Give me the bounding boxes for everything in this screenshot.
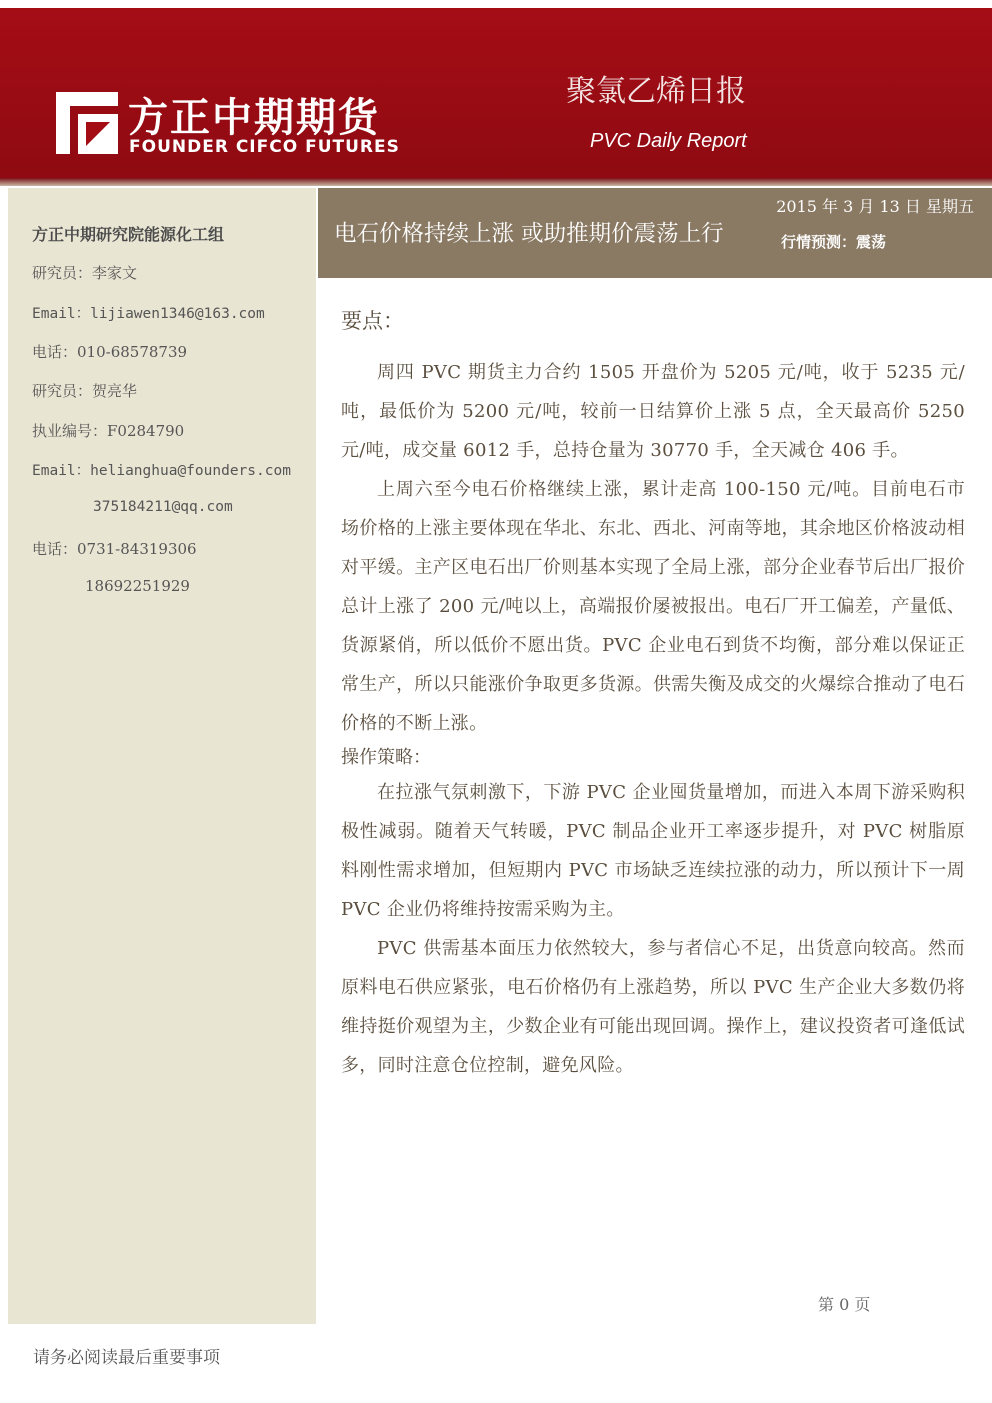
paragraph-market-summary: 周四 PVC 期货主力合约 1505 开盘价为 5205 元/吨，收于 5235 元/吨，最低价为 5200 元/吨，较前一日结算价上涨 5 点，全天最高价 5250 元/吨，成交量 6012 手，总持仓量为 30770 手，全天减仓 406 手。	[341, 362, 965, 461]
key-points-heading: 要点：	[341, 309, 404, 333]
analyst-2-email-alt: 375184211@qq.com	[93, 499, 233, 515]
report-title-cn: 聚氯乙烯日报	[566, 74, 746, 109]
analyst-2-license: 执业编号：F0284790	[32, 422, 185, 440]
analyst-2-email: Email：helianghua@founders.com	[32, 463, 291, 479]
founder-logo-icon	[56, 92, 118, 154]
report-header	[0, 8, 992, 184]
analyst-2-name: 研究员：贺亮华	[32, 382, 138, 400]
disclaimer-notice: 请务必阅读最后重要事项	[33, 1348, 220, 1368]
paragraph-downstream-demand: 在拉涨气氛刺激下，下游 PVC 企业囤货量增加，而进入本周下游采购积极性减弱。随着天气转暖，PVC 制品企业开工率逐步提升，对 PVC 树脂原料刚性需求增加，但短期内 PVC 市场缺乏连续拉涨的动力，所以预计下一周 PVC 企业仍将维持按需采购为主。	[341, 782, 965, 920]
analyst-1-phone: 电话：010-68578739	[32, 343, 188, 361]
headline-bar	[318, 188, 992, 278]
analyst-2-mobile: 18692251929	[85, 577, 190, 595]
analyst-1-name: 研究员：李家文	[32, 264, 138, 282]
header-divider	[0, 178, 992, 186]
headline-title: 电石价格持续上涨 或助推期价震荡上行	[334, 221, 724, 247]
report-body	[341, 306, 965, 1085]
paragraph-carbide-price: 上周六至今电石价格继续上涨，累计走高 100-150 元/吨。目前电石市场价格的上涨主要体现在华北、东北、西北、河南等地，其余地区价格波动相对平缓。主产区电石出厂价则基本实现了全局上涨，部分企业春节后出厂报价总计上涨了 200 元/吨以上，高端报价屡被报出。电石厂开工偏差，产量低、货源紧俏，所以低价不愿出货。PVC 企业电石到货不均衡，部分难以保证正常生产，所以只能涨价争取更多货源。供需失衡及成交的火爆综合推动了电石价格的不断上涨。	[341, 479, 965, 734]
report-title-en: PVC Daily Report	[590, 130, 747, 152]
company-name-en: FOUNDER CIFCO FUTURES	[129, 137, 400, 157]
page-number: 第 0 页	[818, 1295, 871, 1314]
strategy-heading: 操作策略：	[341, 747, 431, 768]
research-group: 方正中期研究院能源化工组	[32, 225, 225, 244]
analyst-2-phone: 电话：0731-84319306	[32, 540, 197, 558]
company-name-cn: 方正中期期货	[128, 95, 380, 141]
report-date: 2015 年 3 月 13 日 星期五	[776, 197, 974, 216]
paragraph-trading-advice: PVC 供需基本面压力依然较大，参与者信心不足，出货意向较高。然而原料电石供应紧张，电石价格仍有上涨趋势，所以 PVC 生产企业大多数仍将维持挺价观望为主，少数企业有可能出现回调。操作上，建议投资者可逢低试多，同时注意仓位控制，避免风险。	[341, 938, 965, 1076]
analyst-1-email: Email：lijiawen1346@163.com	[32, 306, 265, 322]
market-forecast: 行情预测：震荡	[781, 233, 887, 251]
